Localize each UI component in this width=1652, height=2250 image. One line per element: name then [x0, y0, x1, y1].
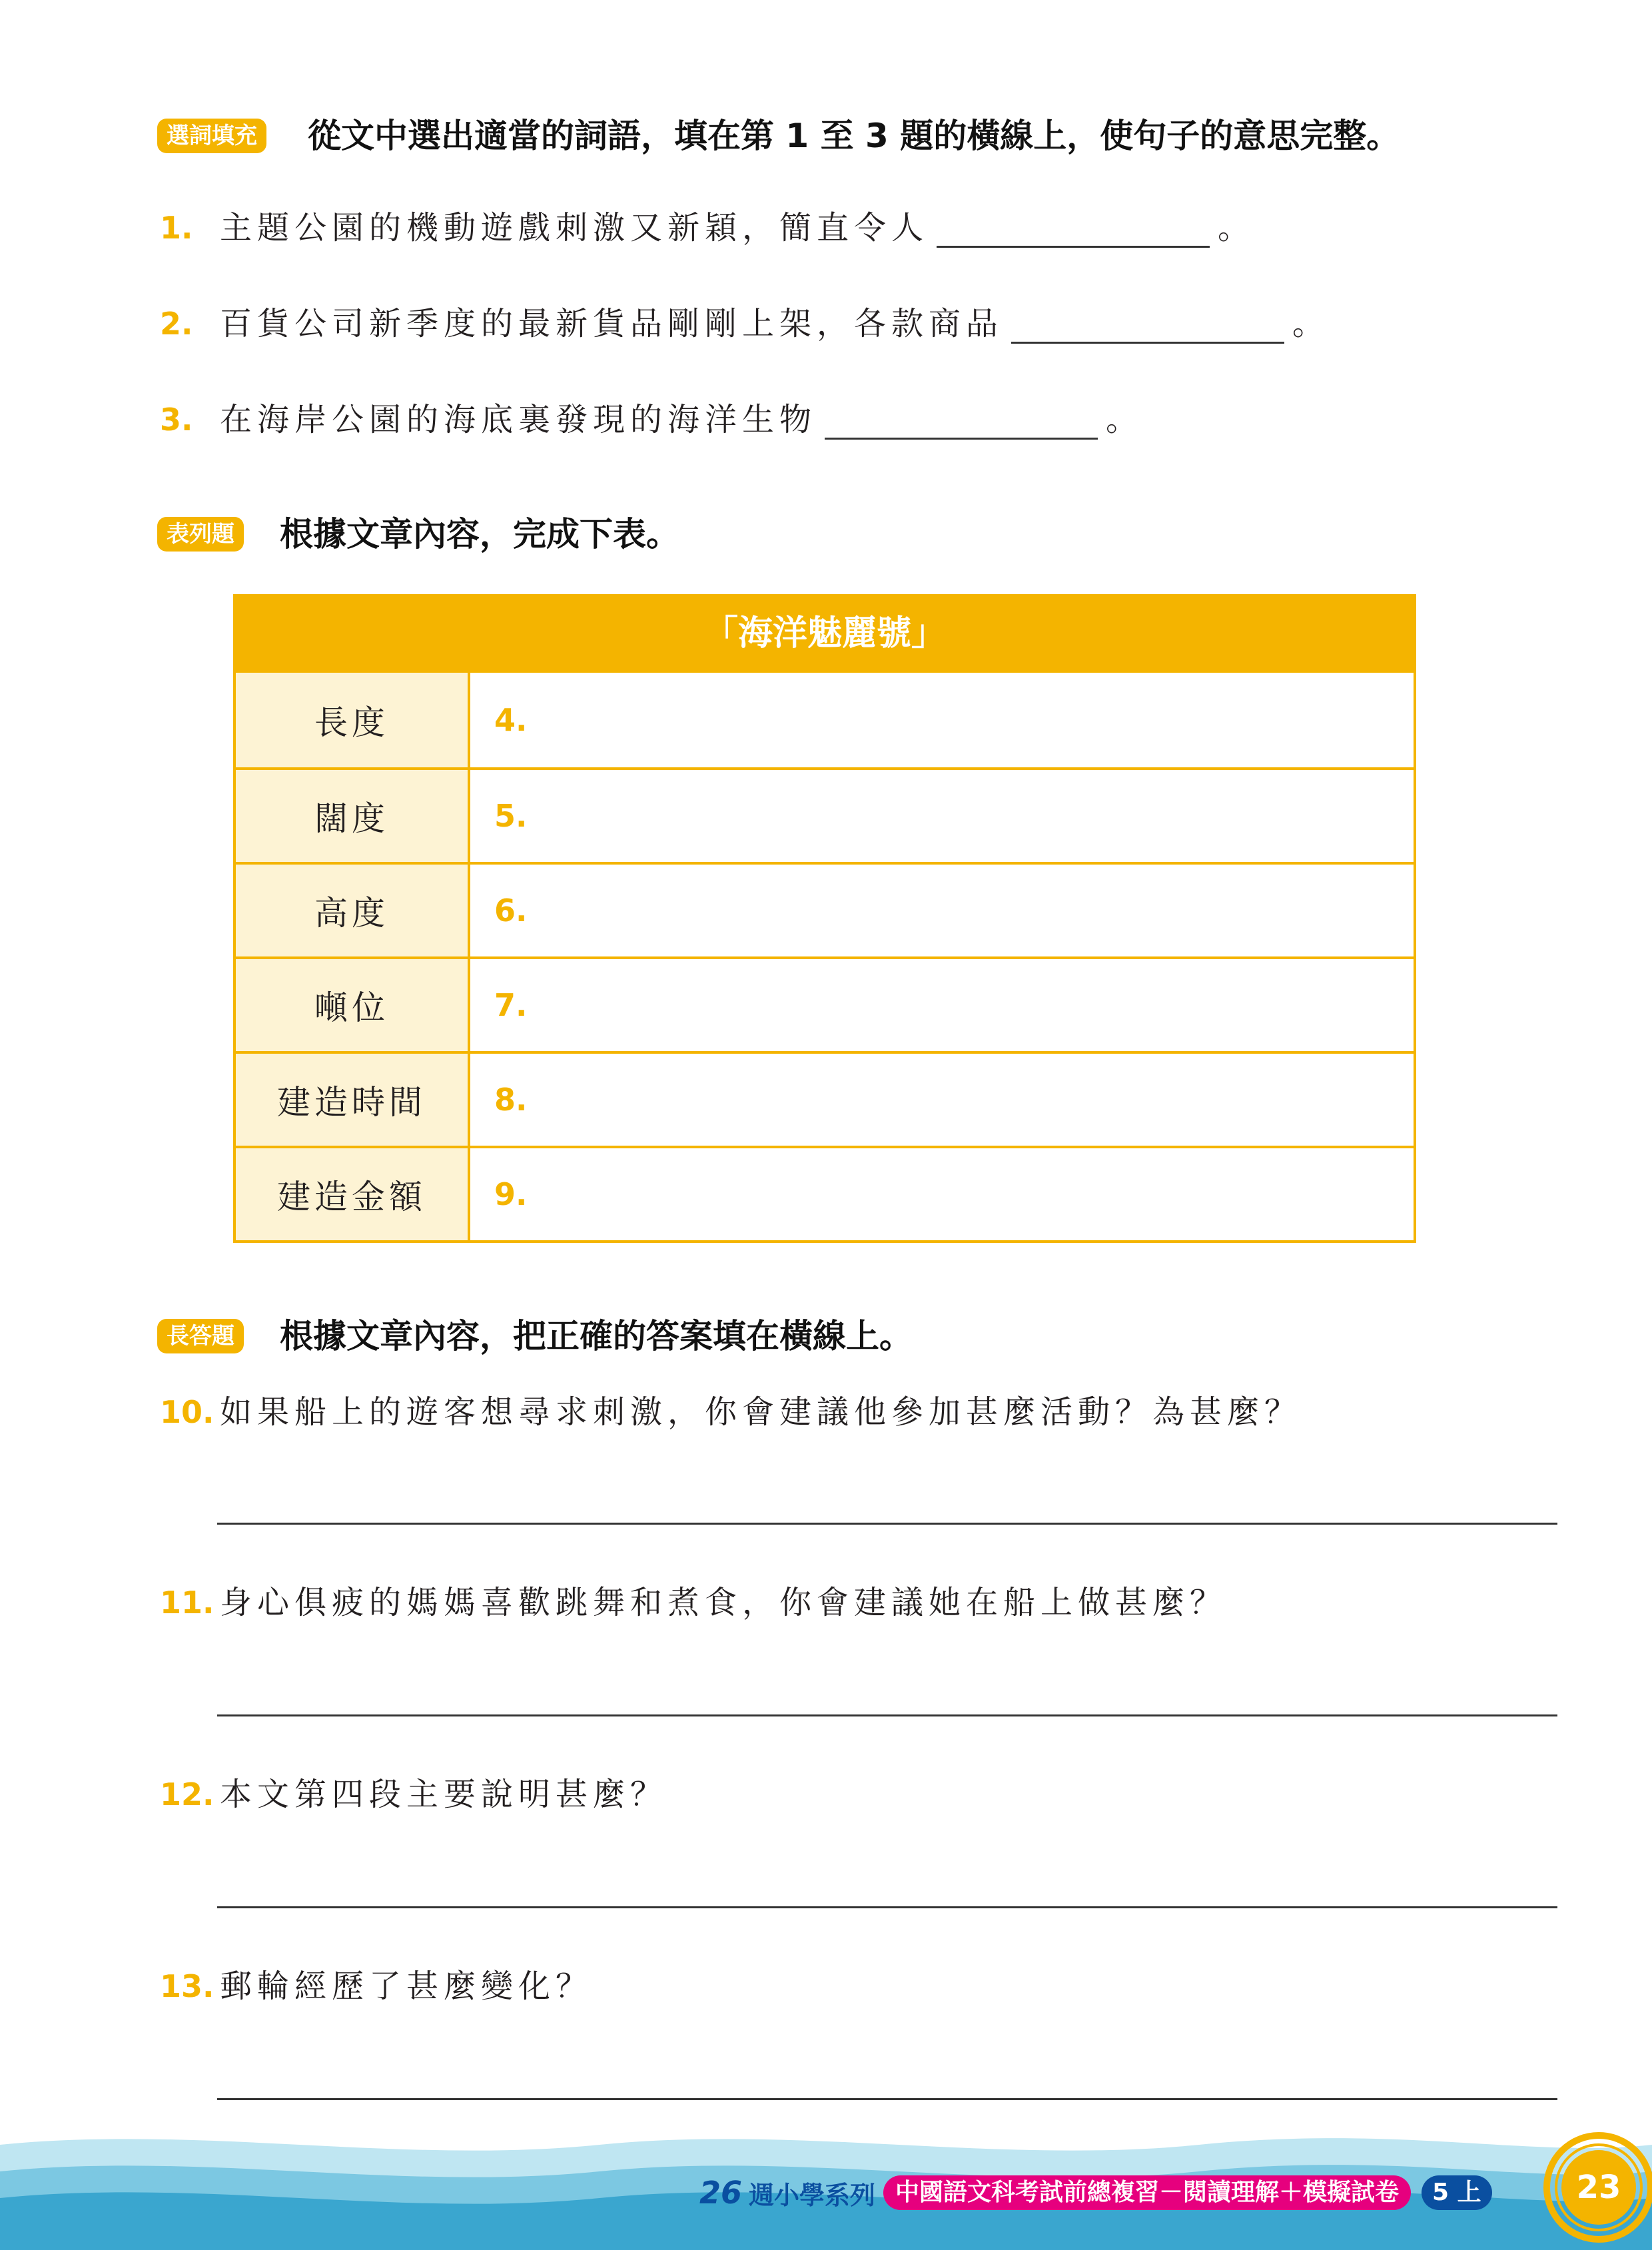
question-text: 身心俱疲的媽媽喜歡跳舞和煮食，你會建議她在船上做甚麼？: [220, 1584, 1228, 1621]
question-number: 10.: [160, 1394, 214, 1430]
answer-line[interactable]: [217, 1906, 1557, 1908]
answer-blank[interactable]: [937, 214, 1210, 248]
question-text: [220, 304, 1330, 344]
section-heading-long-answer: 根據文章內容，把正確的答案填在橫線上。: [280, 1317, 913, 1355]
section-heading-table: 根據文章內容，完成下表。: [280, 515, 679, 554]
table-title: 「海洋魅麗號」: [233, 594, 1416, 673]
answer-cell[interactable]: 4.: [494, 702, 528, 738]
grade-badge: 5 上: [1422, 2175, 1492, 2210]
question-text: 郵輪經歷了甚麼變化？: [220, 1968, 594, 2005]
section-badge-fill-in: 選詞填充: [157, 119, 266, 153]
info-table: [233, 594, 1416, 1243]
book-title: 中國語文科考試前總複習－閱讀理解＋模擬試卷: [883, 2175, 1411, 2210]
question-number: 2.: [160, 306, 193, 342]
question-stem: 主題公園的機動遊戲刺激又新穎，簡直令人: [220, 209, 929, 246]
answer-blank[interactable]: [825, 406, 1098, 440]
page-number: 23: [1561, 2150, 1636, 2225]
answer-cell[interactable]: 9.: [494, 1176, 528, 1212]
table-body: [233, 673, 1416, 1243]
question-end: 。: [1106, 401, 1144, 438]
question-text: 如果船上的遊客想尋求刺激，你會建議他參加甚麼活動？為甚麼？: [220, 1393, 1302, 1431]
row-label: 高度: [236, 865, 470, 956]
question-number: 12.: [160, 1776, 214, 1812]
question-number: 3.: [160, 402, 193, 438]
row-label: 噸位: [236, 959, 470, 1051]
row-label: 長度: [236, 673, 470, 767]
question-end: 。: [1292, 305, 1330, 342]
table-row: [236, 1146, 1414, 1240]
table-row: [236, 673, 1414, 767]
question-text: [220, 400, 1143, 440]
table-row: [236, 1051, 1414, 1146]
question-text: [220, 208, 1255, 248]
section-badge-long-answer: 長答題: [157, 1319, 244, 1353]
row-label: 建造時間: [236, 1054, 470, 1146]
table-row: [236, 767, 1414, 862]
answer-line[interactable]: [217, 1523, 1557, 1525]
question-stem: 百貨公司新季度的最新貨品剛剛上架，各款商品: [220, 305, 1004, 342]
section-heading-fill-in: 從文中選出適當的詞語，填在第 1 至 3 題的橫線上，使句子的意思完整。: [308, 117, 1400, 155]
question-end: 。: [1218, 209, 1256, 246]
section-badge-table: 表列題: [157, 517, 244, 552]
row-label: 建造金額: [236, 1148, 470, 1240]
series-logo: 26: [699, 2175, 743, 2211]
series-name: 週小學系列: [749, 2180, 876, 2210]
answer-line[interactable]: [217, 1714, 1557, 1716]
answer-blank[interactable]: [1011, 310, 1284, 344]
question-number: 1.: [160, 210, 193, 246]
answer-line[interactable]: [217, 2098, 1557, 2100]
question-stem: 在海岸公園的海底裏發現的海洋生物: [220, 401, 817, 438]
table-row: [236, 956, 1414, 1051]
table-row: [236, 862, 1414, 956]
answer-cell[interactable]: 6.: [494, 893, 528, 929]
question-number: 11.: [160, 1585, 214, 1621]
answer-cell[interactable]: 5.: [494, 798, 528, 834]
row-label: 闊度: [236, 770, 470, 862]
question-number: 13.: [160, 1968, 214, 2004]
answer-cell[interactable]: 7.: [494, 987, 528, 1023]
footer-series: [699, 2173, 1492, 2213]
question-text: 本文第四段主要說明甚麼？: [220, 1776, 668, 1813]
answer-cell[interactable]: 8.: [494, 1082, 528, 1118]
